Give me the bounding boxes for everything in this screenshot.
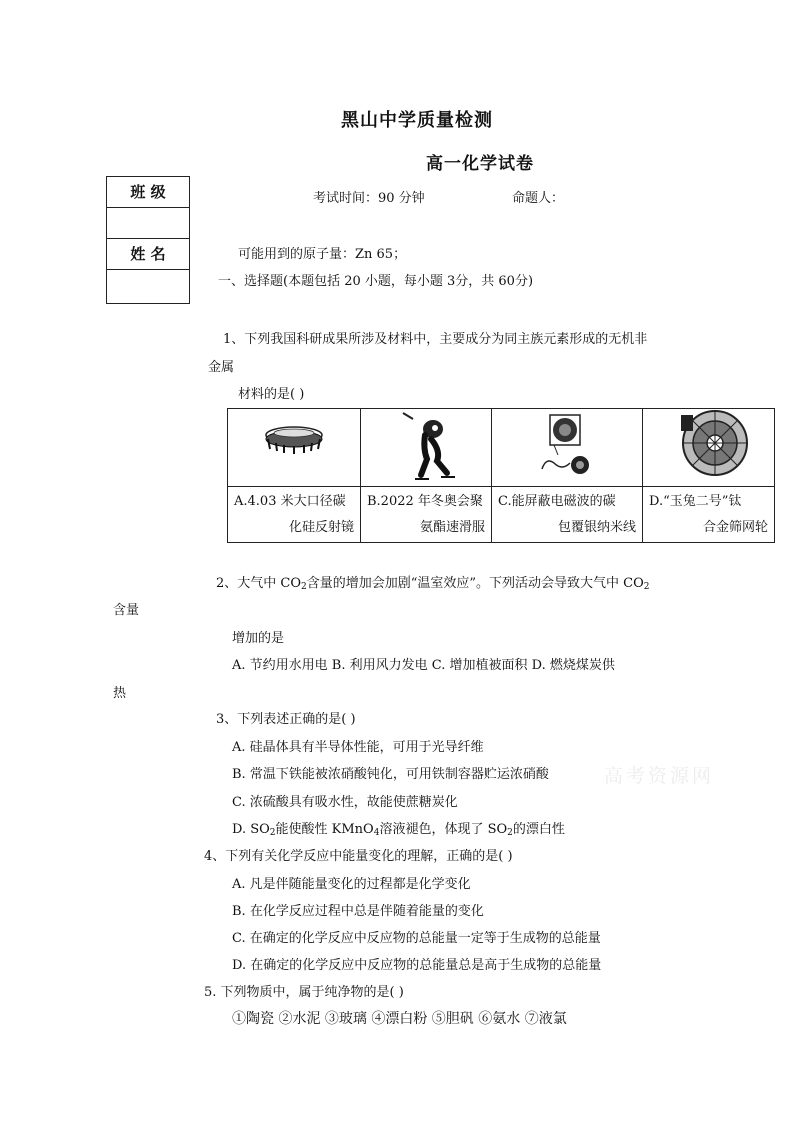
q4-option-c[interactable]: C. 在确定的化学反应中反应物的总能量一定等于生成物的总能量 bbox=[232, 931, 601, 946]
watermark: 高考资源网 bbox=[604, 765, 715, 787]
speed-skater-icon bbox=[361, 409, 491, 485]
class-field[interactable] bbox=[107, 208, 189, 239]
q4-option-d[interactable]: D. 在确定的化学反应中反应物的总能量总是高于生成物的总能量 bbox=[232, 958, 602, 973]
q3-option-a[interactable]: A. 硅晶体具有半导体性能，可用于光导纤维 bbox=[232, 740, 484, 755]
q1-option-a-line1: A.4.03 米大口径碳 bbox=[234, 494, 346, 509]
q1-options-table bbox=[227, 408, 775, 543]
atomic-mass-note: 可能用到的原子量：Zn 65； bbox=[238, 247, 407, 262]
name-field[interactable] bbox=[107, 270, 189, 303]
q1-option-a-line2: 化硅反射镜 bbox=[288, 520, 354, 535]
q1-option-b-line1: B.2022 年冬奥会聚 bbox=[367, 494, 483, 509]
q3-option-c[interactable]: C. 浓硫酸具有吸水性，故能使蔗糖炭化 bbox=[232, 795, 458, 810]
q1-option-c-line2: 包覆银纳米线 bbox=[557, 520, 636, 535]
name-label: 姓 名 bbox=[107, 239, 189, 270]
student-info-box bbox=[106, 176, 190, 304]
q1-option-a[interactable] bbox=[228, 409, 361, 542]
q2-stem-line1: 2、大气中 $CO_2$含量的增加会加剧“温室效应”。下列活动会导致大气中 $CO_2$ bbox=[216, 576, 650, 592]
q5-items[interactable]: ①陶瓷 ②水泥 ③玻璃 ④漂白粉 ⑤胆矾 ⑥氨水 ⑦液氯 bbox=[232, 1011, 567, 1027]
q2-stem-line3: 增加的是 bbox=[232, 631, 285, 646]
q1-stem-line3: 材料的是( ) bbox=[238, 387, 305, 402]
q1-option-d-line1: D.“玉兔二号”钛 bbox=[649, 494, 742, 509]
q3-option-b[interactable]: B. 常温下铁能被浓硝酸钝化，可用铁制容器贮运浓硝酸 bbox=[232, 767, 549, 782]
q1-stem-line1: 1、下列我国科研成果所涉及材料中，主要成分为同主族元素形成的无机非 bbox=[223, 332, 648, 347]
q2-options-wrap: 热 bbox=[113, 686, 127, 701]
q1-option-b[interactable] bbox=[361, 409, 492, 542]
q2-options[interactable]: A. 节约用水用电 B. 利用风力发电 C. 增加植被面积 D. 燃烧煤炭供 bbox=[232, 658, 615, 673]
q1-option-d-line2: 合金筛网轮 bbox=[702, 520, 768, 535]
section-heading: 一、选择题(本题包括 20 小题，每小题 3分，共 60分) bbox=[218, 274, 534, 289]
q1-option-c[interactable] bbox=[492, 409, 643, 542]
telescope-mirror-icon bbox=[228, 409, 360, 485]
rover-wheel-icon bbox=[643, 409, 774, 485]
q2-stem-line2: 含量 bbox=[113, 603, 140, 618]
exam-setter: 命题人： bbox=[512, 191, 565, 206]
q4-stem: 4、下列有关化学反应中能量变化的理解，正确的是( ) bbox=[204, 849, 513, 864]
q5-stem: 5. 下列物质中，属于纯净物的是( ) bbox=[204, 985, 404, 1000]
q1-stem-line2: 金属 bbox=[208, 360, 235, 375]
class-label: 班 级 bbox=[107, 177, 189, 208]
q3-option-d[interactable]: D. $SO_2$能使酸性 KMnO$_4$溶液褪色，体现了 $SO_2$的漂白性 bbox=[232, 822, 565, 838]
exam-title: 高一化学试卷 bbox=[426, 154, 534, 174]
q1-option-b-line2: 氨酯速滑服 bbox=[419, 520, 485, 535]
school-title: 黑山中学质量检测 bbox=[341, 110, 493, 131]
q1-option-d[interactable] bbox=[643, 409, 774, 542]
exam-time: 考试时间：90 分钟 bbox=[313, 191, 425, 206]
q1-option-c-line1: C.能屏蔽电磁波的碳 bbox=[498, 494, 616, 509]
q4-option-a[interactable]: A. 凡是伴随能量变化的过程都是化学变化 bbox=[232, 877, 471, 892]
nanowire-icon bbox=[492, 409, 642, 485]
q3-stem: 3、下列表述正确的是( ) bbox=[216, 712, 356, 727]
q4-option-b[interactable]: B. 在化学反应过程中总是伴随着能量的变化 bbox=[232, 904, 484, 919]
